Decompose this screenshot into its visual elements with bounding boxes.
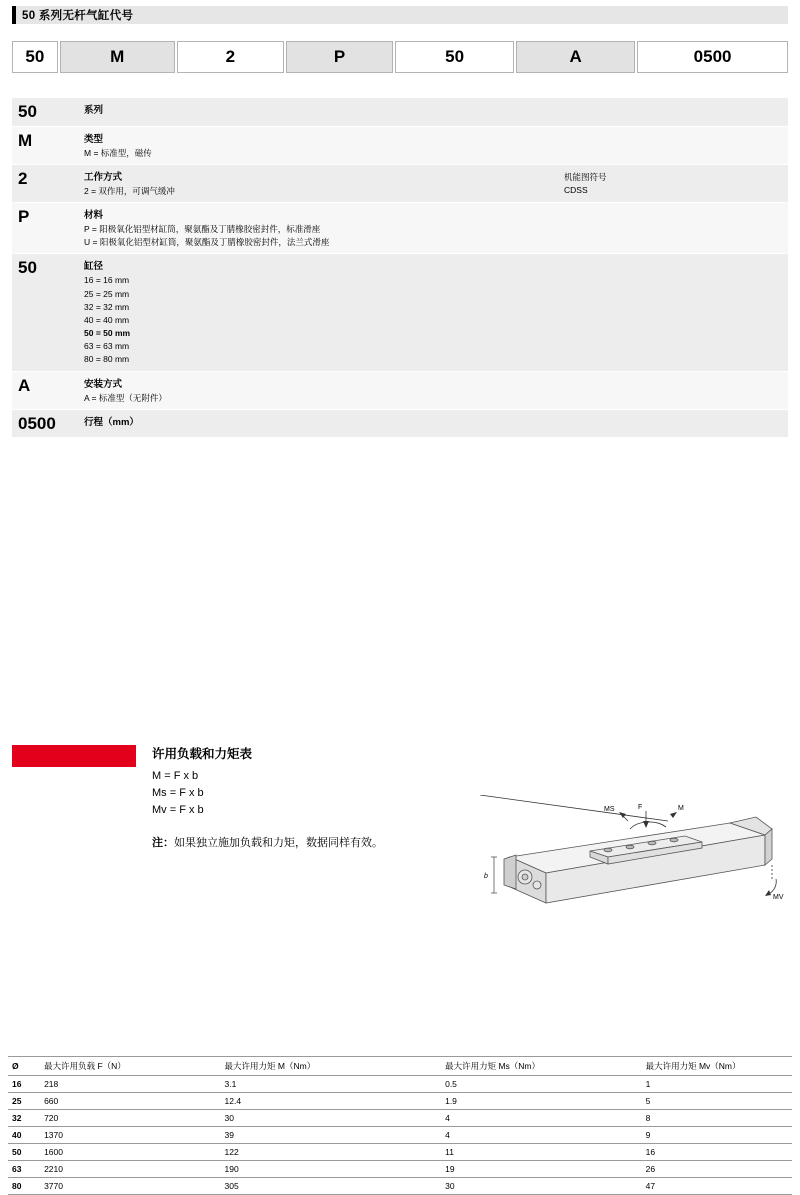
table-row [12, 98, 788, 126]
order-code-cell-material[interactable]: P [286, 41, 393, 73]
label-mv: MV [773, 894, 784, 901]
row-description [78, 164, 558, 202]
order-code-cell-series[interactable]: 50 [12, 41, 58, 73]
row-code: A [12, 371, 78, 409]
formula-m: M = F x b [152, 770, 199, 782]
header-moment-ms: 最大许用力矩 Ms（Nm） [441, 1057, 642, 1076]
formula-list [152, 768, 204, 819]
cell-diameter: 16 [8, 1076, 40, 1093]
row-description [78, 98, 558, 126]
row-option: A = 标准型（无附件） [84, 392, 167, 403]
header-force: 最大许用负载 F（N） [40, 1057, 220, 1076]
header-moment-m: 最大许用力矩 M（Nm） [221, 1057, 442, 1076]
table-row [8, 1110, 792, 1127]
cell-moment-m: 12.4 [221, 1093, 442, 1110]
row-extra [558, 409, 788, 438]
row-extra [558, 254, 788, 371]
row-option: P = 阳极氧化铝型材缸筒，聚氨酯及丁腈橡胶密封件，标准滑座 [84, 224, 321, 235]
cell-moment-ms: 0.5 [441, 1076, 642, 1093]
row-option: 2 = 双作用，可调气缓冲 [84, 185, 175, 196]
cell-moment-mv: 9 [642, 1127, 792, 1144]
table-row [12, 371, 788, 409]
row-code: 50 [12, 254, 78, 371]
table-row [8, 1161, 792, 1178]
cell-moment-m: 3.1 [221, 1076, 442, 1093]
cell-force: 3770 [40, 1178, 220, 1195]
table-row [12, 409, 788, 438]
row-option: U = 阳极氧化铝型材缸筒，聚氨酯及丁腈橡胶密封件，法兰式滑座 [84, 237, 330, 248]
page-title: 50 系列无杆气缸代号 [22, 10, 134, 22]
table-row [8, 1178, 792, 1195]
table-row [8, 1144, 792, 1161]
row-code: P [12, 203, 78, 254]
cell-force: 720 [40, 1110, 220, 1127]
cell-diameter: 50 [8, 1144, 40, 1161]
row-description [78, 126, 558, 164]
row-option: M = 标准型，磁传 [84, 147, 152, 158]
row-option: 16 = 16 mm [84, 275, 130, 286]
row-option: 25 = 25 mm [84, 288, 130, 299]
cell-moment-ms: 19 [441, 1161, 642, 1178]
row-option-selected: 50 = 50 mm [84, 328, 131, 339]
header-moment-mv: 最大许用力矩 Mv（Nm） [642, 1057, 792, 1076]
cell-moment-ms: 11 [441, 1144, 642, 1161]
cell-moment-ms: 1.9 [441, 1093, 642, 1110]
row-extra [558, 203, 788, 254]
order-code-row [12, 41, 788, 73]
cell-diameter: 80 [8, 1178, 40, 1195]
row-extra [558, 371, 788, 409]
formula-mv: Mv = F x b [152, 804, 204, 817]
label-b: b [484, 873, 488, 880]
order-code-cell-type[interactable]: M [60, 41, 175, 73]
order-code-description-table [12, 98, 788, 438]
row-title: 缸径 [84, 261, 104, 273]
cell-force: 1600 [40, 1144, 220, 1161]
row-extra [558, 164, 788, 202]
cell-moment-m: 305 [221, 1178, 442, 1195]
order-code-cell-stroke[interactable]: 0500 [637, 41, 788, 73]
order-code-cell-mounting[interactable]: A [516, 41, 635, 73]
cell-moment-m: 122 [221, 1144, 442, 1161]
row-code: 0500 [12, 409, 78, 438]
symbol-code: CDSS [564, 184, 588, 195]
cell-force: 218 [40, 1076, 220, 1093]
row-extra [558, 126, 788, 164]
cell-moment-mv: 26 [642, 1161, 792, 1178]
row-option: 32 = 32 mm [84, 301, 130, 312]
cylinder-diagram [480, 795, 790, 935]
row-option: 80 = 80 mm [84, 354, 130, 365]
formula-ms: Ms = F x b [152, 787, 204, 800]
note-label: 注： [152, 837, 174, 849]
table-row [8, 1127, 792, 1144]
cell-moment-m: 190 [221, 1161, 442, 1178]
row-title: 材料 [84, 210, 104, 222]
cell-diameter: 32 [8, 1110, 40, 1127]
row-code: 2 [12, 164, 78, 202]
row-title: 行程（mm） [84, 416, 139, 428]
table-row [8, 1093, 792, 1110]
cell-diameter: 63 [8, 1161, 40, 1178]
order-code-cell-action[interactable]: 2 [177, 41, 284, 73]
cell-moment-mv: 8 [642, 1110, 792, 1127]
label-f: F [638, 804, 643, 811]
cell-moment-ms: 30 [441, 1178, 642, 1195]
row-option: 63 = 63 mm [84, 341, 130, 352]
load-torque-table [8, 1056, 792, 1195]
symbol-label: 机能图符号 [564, 171, 607, 182]
table-row [12, 203, 788, 254]
section-accent-block [12, 745, 136, 767]
cell-moment-m: 39 [221, 1127, 442, 1144]
cell-diameter: 40 [8, 1127, 40, 1144]
row-title: 系列 [84, 105, 104, 116]
row-title: 工作方式 [84, 171, 123, 183]
row-option: 40 = 40 mm [84, 314, 130, 325]
table-row [12, 164, 788, 202]
cell-moment-mv: 16 [642, 1144, 792, 1161]
row-code: M [12, 126, 78, 164]
row-title: 类型 [84, 133, 104, 145]
cell-moment-m: 30 [221, 1110, 442, 1127]
cylinder-diagram-svg [480, 795, 790, 935]
row-extra [558, 98, 788, 126]
table-row [12, 254, 788, 371]
section-title: 许用负载和力矩表 [152, 747, 253, 761]
cell-force: 1370 [40, 1127, 220, 1144]
page-header [12, 6, 788, 24]
row-description [78, 371, 558, 409]
cell-force: 660 [40, 1093, 220, 1110]
label-ms: MS [604, 806, 615, 813]
row-title: 安装方式 [84, 378, 123, 390]
row-description [78, 203, 558, 254]
label-m: M [678, 805, 684, 812]
row-code: 50 [12, 98, 78, 126]
cell-force: 2210 [40, 1161, 220, 1178]
note-text: 如果独立施加负载和力矩，数据同样有效。 [174, 837, 383, 849]
row-description [78, 254, 558, 371]
cell-moment-mv: 47 [642, 1178, 792, 1195]
section-note [152, 834, 383, 850]
cell-moment-mv: 1 [642, 1076, 792, 1093]
cell-moment-ms: 4 [441, 1110, 642, 1127]
table-header-row [8, 1057, 792, 1076]
cell-diameter: 25 [8, 1093, 40, 1110]
cell-moment-ms: 4 [441, 1127, 642, 1144]
header-diameter: Ø [8, 1057, 40, 1076]
cell-moment-mv: 5 [642, 1093, 792, 1110]
order-code-cell-bore[interactable]: 50 [395, 41, 514, 73]
header-accent-bar [12, 6, 16, 24]
row-description [78, 409, 558, 438]
table-row [12, 126, 788, 164]
table-row [8, 1076, 792, 1093]
